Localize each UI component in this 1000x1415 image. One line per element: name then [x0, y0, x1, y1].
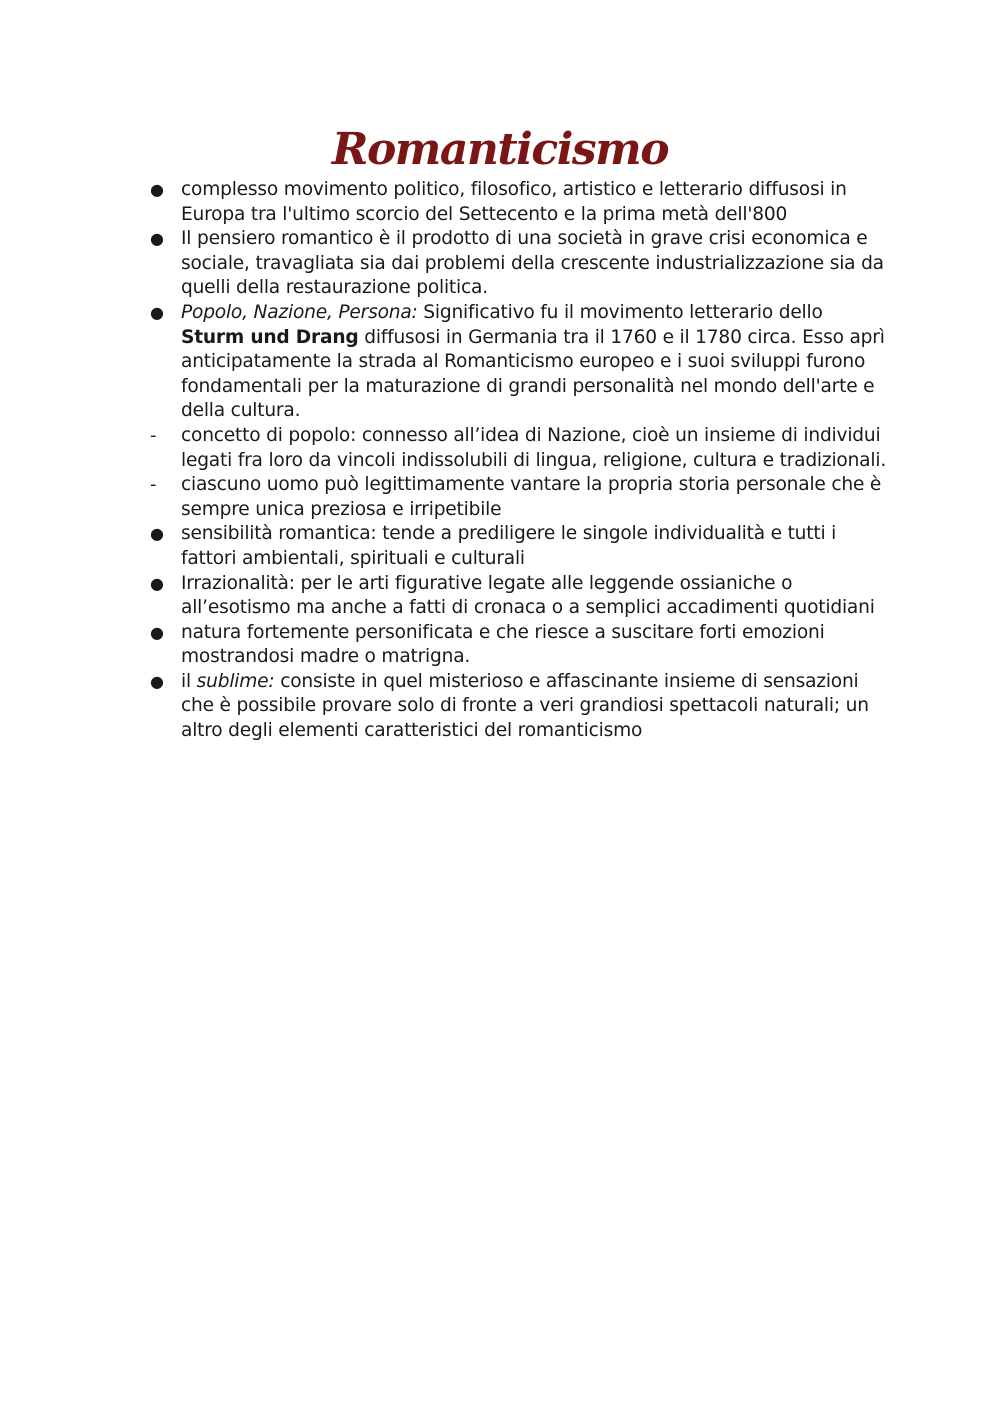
item-text: Irrazionalità: per le arti figurative legate alle leggende ossianiche o all’esotismo ma anche a fatti di cronaca o a semplici accadimenti quotidiani [181, 572, 875, 619]
dash-marker: - [150, 474, 157, 496]
italic-term: sublime: [196, 670, 275, 692]
bullet-marker: ● [150, 671, 164, 691]
item-text: ciascuno uomo può legittimamente vantare la propria storia personale che è sempre unica preziosa e irripetibile [181, 474, 882, 520]
item-text: consiste in quel misterioso e affascinante insieme di sensazioni che è possibile provare solo di fronte a veri grandiosi spettacoli naturali; un altro degli elementi caratteristici del romanticismo [181, 670, 869, 742]
item-text: Il pensiero romantico è il prodotto di una società in grave crisi economica e sociale, travagliata sia dai problemi della crescente industrializzazione sia da quelli della restaurazione politica. [181, 228, 884, 299]
item-text: diffusosi in Germania tra il 1760 e il 1780 circa. Esso aprì anticipatamente la strada al Romanticismo europeo e i suoi sviluppi furono fondamentali per la maturazione di grandi personalità nel mondo dell'arte e della cultura. [181, 326, 885, 422]
item-text: il [181, 670, 197, 692]
list-item [150, 572, 890, 621]
bullet-marker: ● [150, 622, 164, 642]
item-text: natura fortemente personificata e che riesce a suscitare forti emozioni mostrandosi madre o matrigna. [181, 621, 825, 668]
list-item [150, 473, 890, 522]
dash-marker: - [150, 424, 157, 446]
list-item [150, 621, 890, 670]
bullet-list [150, 178, 890, 744]
item-text: concetto di popolo: connesso all’idea di Nazione, cioè un insieme di individui legati fra loro da vincoli indissolubili di lingua, religione, cultura e tradizionali. [181, 424, 887, 471]
list-item [150, 301, 890, 424]
item-text: Significativo fu il movimento letterario dello [417, 301, 823, 323]
bullet-marker: ● [150, 229, 164, 249]
list-item [150, 670, 890, 744]
list-item [150, 424, 890, 473]
bold-term: Sturm und Drang [181, 326, 359, 348]
item-text: sensibilità romantica: tende a prediligere le singole individualità e tutti i fattori ambientali, spirituali e culturali [181, 523, 837, 569]
list-item [150, 522, 890, 571]
list-item [150, 178, 890, 227]
bullet-marker: ● [150, 302, 164, 322]
bullet-marker: ● [150, 180, 164, 199]
bullet-marker: ● [150, 573, 164, 593]
item-text: complesso movimento politico, filosofico, artistico e letterario diffusosi in Europa tra l'ultimo scorcio del Settecento e la prima metà dell'800 [181, 179, 847, 225]
bullet-marker: ● [150, 524, 164, 544]
page-title: Romanticismo [331, 124, 669, 175]
italic-lead-text: Popolo, Nazione, Persona: [181, 301, 418, 323]
list-item [150, 227, 890, 301]
